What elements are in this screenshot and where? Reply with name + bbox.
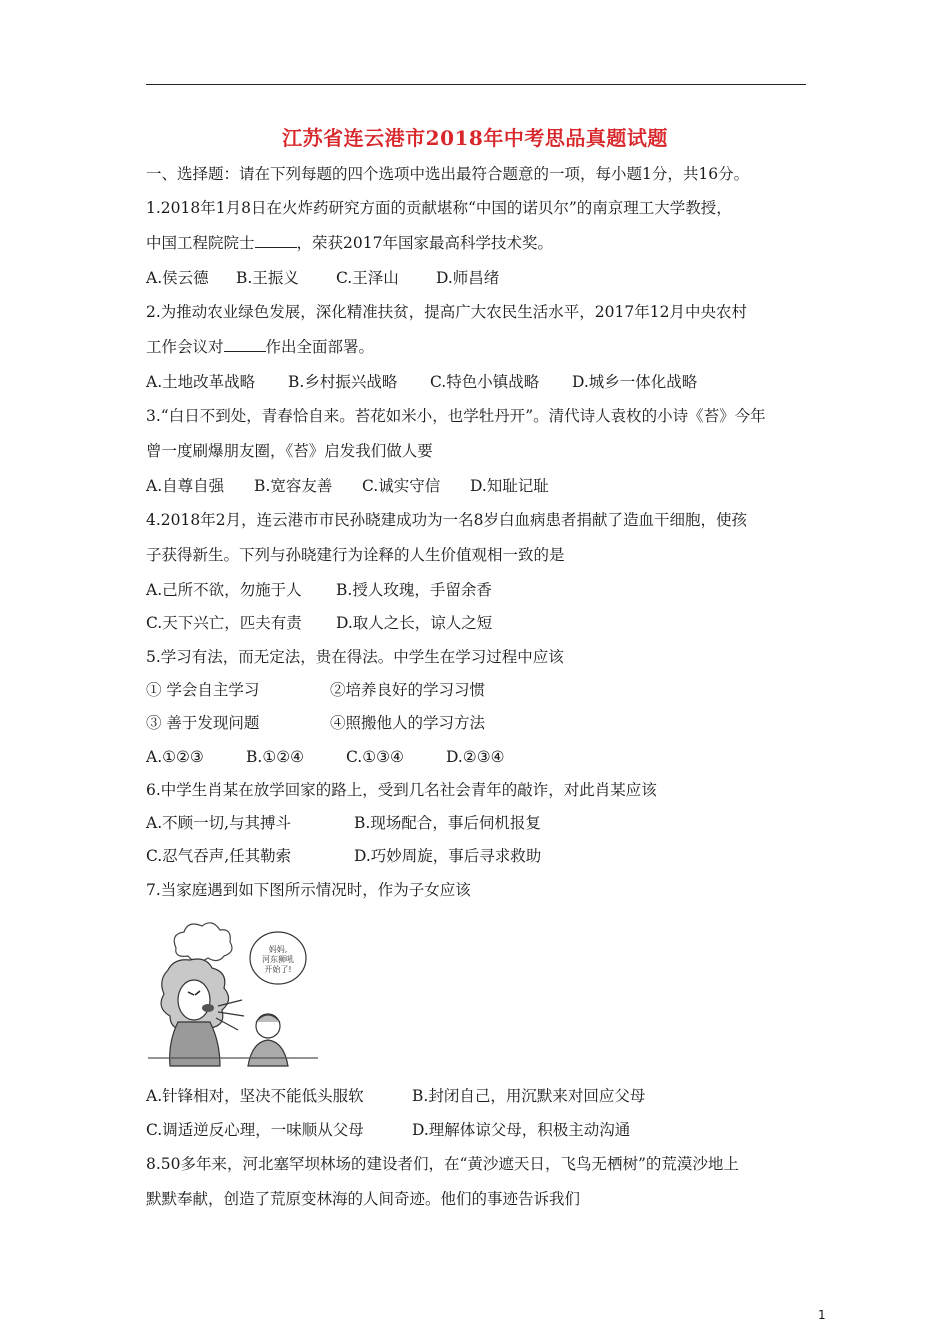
header-rule — [146, 84, 806, 85]
q5-option-b: B.①②④ — [246, 748, 305, 766]
q6-option-d: D.巧妙周旋，事后寻求救助 — [354, 847, 542, 865]
q4-stem-line1: 4.2018年2月，连云港市市民孙晓建成功为一名8岁白血病患者捐献了造血干细胞，使孩 — [146, 511, 747, 529]
q5-option-a: A.①②③ — [146, 748, 204, 766]
q8-stem-line1: 8.50多年来，河北塞罕坝林场的建设者们，在“黄沙遮天日，飞鸟无栖树”的荒漠沙地上 — [146, 1155, 739, 1173]
q1-stem-text-a: 中国工程院院士 — [146, 234, 255, 252]
q4-option-d: D.取人之长，谅人之短 — [336, 614, 493, 632]
shouting-mouth — [202, 1004, 214, 1012]
speech-bubble-text-1: 妈妈, — [268, 945, 288, 954]
q1-option-b: B.王振义 — [236, 269, 299, 287]
q2-option-a: A.土地改革战略 — [146, 373, 256, 391]
q5-items-row1 — [146, 680, 485, 700]
q7-option-a: A.针锋相对，坚决不能低头服软 — [146, 1087, 364, 1105]
q1-stem-line2 — [146, 233, 553, 253]
q6-option-a: A.不顾一切,与其搏斗 — [146, 814, 292, 832]
anger-cloud — [174, 923, 232, 962]
q2-stem-text-b: 作出全面部署。 — [265, 338, 375, 356]
child-hair — [256, 1015, 280, 1022]
q7-option-d: D.理解体谅父母，积极主动沟通 — [412, 1121, 631, 1139]
q3-option-a: A.自尊自强 — [146, 477, 225, 495]
q5-item-4: ④照搬他人的学习方法 — [330, 714, 486, 732]
q2-option-c: C.特色小镇战略 — [430, 373, 540, 391]
q4-stem-line2: 子获得新生。下列与孙晓建行为诠释的人生价值观相一致的是 — [146, 546, 565, 564]
q2-option-b: B.乡村振兴战略 — [288, 373, 398, 391]
q1-option-c: C.王泽山 — [336, 269, 399, 287]
cartoon-drawing — [148, 918, 318, 1068]
q3-option-c: C.诚实守信 — [362, 477, 441, 495]
q6-options-row2 — [146, 846, 541, 866]
q5-stem: 5.学习有法，而无定法，贵在得法。中学生在学习过程中应该 — [146, 648, 564, 666]
q5-item-2: ②培养良好的学习习惯 — [330, 681, 486, 699]
page-number: 1 — [818, 1308, 826, 1322]
q1-option-d: D.师昌绪 — [436, 269, 500, 287]
q3-options — [146, 476, 549, 496]
q6-stem: 6.中学生肖某在放学回家的路上，受到几名社会青年的敲诈，对此肖某应该 — [146, 781, 657, 799]
q4-options-row2 — [146, 613, 492, 633]
q6-option-c: C.忍气吞声,任其勒索 — [146, 847, 292, 865]
q5-option-c: C.①③④ — [346, 748, 404, 766]
speech-bubble-text-2: 河东狮吼 — [262, 955, 294, 964]
q2-stem-text-a: 工作会议对 — [146, 338, 224, 356]
q7-options-row1 — [146, 1086, 645, 1106]
speech-bubble-text-3: 开始了! — [264, 965, 292, 974]
mother-body — [170, 1022, 220, 1066]
q3-stem-line2: 曾一度刷爆朋友圈，《苔》启发我们做人要 — [146, 442, 433, 460]
q1-stem-line1: 1.2018年1月8日在火炸药研究方面的贡献堪称“中国的诺贝尔”的南京理工大学教授， — [146, 199, 732, 217]
q5-item-1: ① 学会自主学习 — [146, 681, 260, 699]
q7-options-row2 — [146, 1120, 630, 1140]
q2-blank — [224, 337, 266, 352]
q1-option-a: A.侯云德 — [146, 269, 209, 287]
q3-option-b: B.宽容友善 — [254, 477, 333, 495]
section-instructions: 一、选择题：请在下列每题的四个选项中选出最符合题意的一项，每小题1分，共16分。 — [146, 165, 750, 183]
q2-option-d: D.城乡一体化战略 — [572, 373, 698, 391]
q5-items-row2 — [146, 713, 485, 733]
q7-option-c: C.调适逆反心理，一味顺从父母 — [146, 1121, 364, 1139]
q5-item-3: ③ 善于发现问题 — [146, 714, 260, 732]
q3-option-d: D.知耻记耻 — [470, 477, 549, 495]
q2-stem-line2 — [146, 337, 374, 357]
q7-cartoon-illustration — [148, 918, 318, 1068]
q2-stem-line1: 2.为推动农业绿色发展，深化精准扶贫，提高广大农民生活水平，2017年12月中央农村 — [146, 303, 747, 321]
q8-stem-line2: 默默奉献，创造了荒原变林海的人间奇迹。他们的事迹告诉我们 — [146, 1190, 581, 1208]
q3-stem-line1: 3.“白日不到处，青春恰自来。苔花如米小，也学牡丹开”。清代诗人袁枚的小诗《苔》今年 — [146, 407, 766, 425]
q6-option-b: B.现场配合，事后伺机报复 — [354, 814, 541, 832]
q1-blank — [255, 233, 297, 248]
q1-stem-text-b: ，荣获2017年国家最高科学技术奖。 — [296, 234, 553, 252]
q6-options-row1 — [146, 813, 541, 833]
child-body — [248, 1040, 288, 1066]
q2-options — [146, 372, 697, 392]
q5-options — [146, 747, 505, 767]
mother-face — [178, 980, 210, 1020]
q1-options — [146, 268, 499, 288]
q5-option-d: D.②③④ — [446, 748, 505, 766]
q4-option-c: C.天下兴亡，匹夫有责 — [146, 614, 302, 632]
q7-option-b: B.封闭自己，用沉默来对回应父母 — [412, 1087, 646, 1105]
page-title: 江苏省连云港市2018年中考思品真题试题 — [282, 126, 668, 150]
q4-options-row1 — [146, 580, 492, 600]
q4-option-a: A.己所不欲，勿施于人 — [146, 581, 302, 599]
q4-option-b: B.授人玫瑰，手留余香 — [336, 581, 492, 599]
q7-stem: 7.当家庭遇到如下图所示情况时，作为子女应该 — [146, 881, 471, 899]
